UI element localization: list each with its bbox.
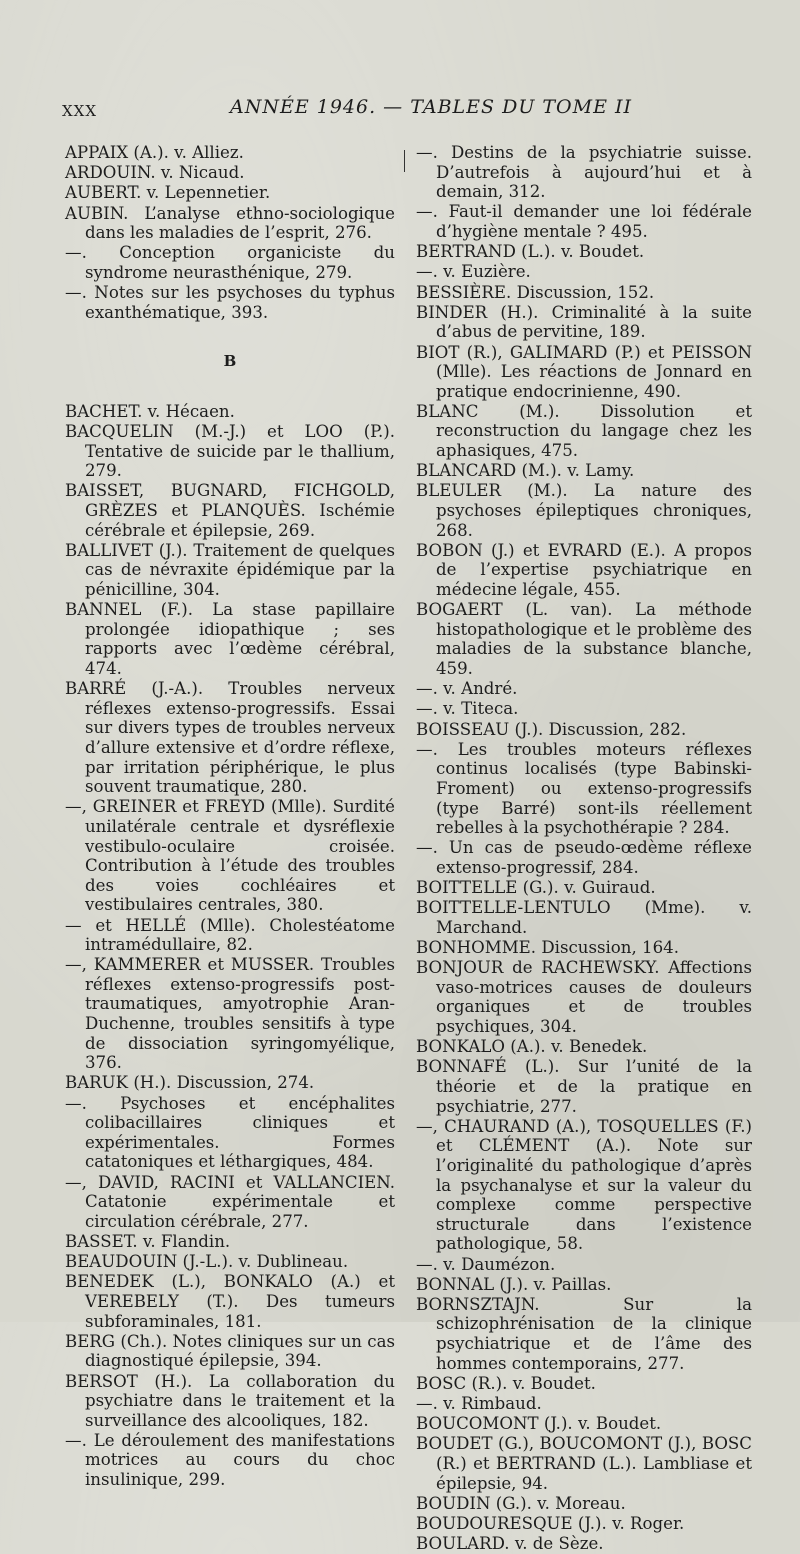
- index-entry: BONHOMME. Discussion, 164.: [416, 938, 679, 958]
- index-entry: BOITTELLE (G.). v. Guiraud.: [416, 878, 656, 898]
- index-entry: BOUDOURESQUE (J.). v. Roger.: [416, 1513, 685, 1533]
- index-entry: —. v. Euzière.: [416, 262, 531, 282]
- index-entry: ARDOUIN. v. Nicaud.: [65, 163, 245, 183]
- index-entry: BOULARD. v. de Sèze.: [416, 1534, 604, 1554]
- index-entry: —. Faut-il demander une loi fédérale d’hygiène mentale ? 495.: [416, 202, 752, 241]
- index-entry: BLANC (M.). Dissolution et reconstruction du langage chez les aphasiques, 475.: [416, 401, 752, 461]
- index-entry: BORNSZTAJN. Sur la schizophrénisation de la clinique psychiatrique et de l’âme des hommes contemporains, 277.: [416, 1294, 752, 1373]
- index-entry: BOSC (R.). v. Boudet.: [416, 1373, 596, 1393]
- index-entry: AUBERT. v. Lepennetier.: [65, 183, 271, 203]
- index-entry: —, DAVID, RACINI et VALLANCIEN. Catatonie expérimentale et circulation cérébrale, 277.: [65, 1172, 395, 1231]
- index-entry: —, CHAURAND (A.), TOSQUELLES (F.) et CLÉMENT (A.). Note sur l’originalité du pathologique d’après la psychanalyse et sur la valeur du complexe comme perspective structurale dans l’existence pathologique, 58.: [416, 1116, 752, 1254]
- index-entry: —. Destins de la psychiatrie suisse. D’autrefois à aujourd’hui et à demain, 312.: [416, 143, 752, 202]
- index-entry: —. v. Rimbaud.: [416, 1394, 542, 1414]
- index-entry: BARUK (H.). Discussion, 274.: [65, 1073, 315, 1093]
- index-entry: BOITTELLE-LENTULO (Mme). v. Marchand.: [416, 898, 752, 937]
- index-entry: —. v. Titeca.: [416, 699, 519, 719]
- index-entry: BARRÉ (J.-A.). Troubles nerveux réflexes extenso-progressifs. Essai sur divers types de troubles nerveux d’allure extensive et d’ordre réflexe, par irritation périphérique, le plus souvent traumatique, 280.: [65, 679, 395, 797]
- index-entry: AUBIN. L’analyse ethno-sociologique dans les maladies de l’esprit, 276.: [65, 203, 395, 243]
- index-entry: BACHET. v. Hécaen.: [65, 401, 235, 421]
- index-entry: BINDER (H.). Criminalité à la suite d’abus de pervitine, 189.: [416, 302, 752, 342]
- index-entry: BOUDET (G.), BOUCOMONT (J.), BOSC (R.) et BERTRAND (L.). Lambliase et épilepsie, 94.: [416, 1434, 752, 1493]
- index-entry: —. Conception organiciste du syndrome neurasthénique, 279.: [65, 243, 395, 282]
- index-entry: —. Notes sur les psychoses du typhus exanthématique, 393.: [65, 283, 395, 322]
- index-entry: BLEULER (M.). La nature des psychoses épileptiques chroniques, 268.: [416, 481, 752, 540]
- index-entry: BERSOT (H.). La collaboration du psychiatre dans le traitement et la surveillance des alcooliques, 182.: [65, 1371, 395, 1430]
- index-entry: APPAIX (A.). v. Alliez.: [65, 143, 244, 162]
- index-entry: BESSIÈRE. Discussion, 152.: [416, 282, 655, 302]
- index-entry: BLANCARD (M.). v. Lamy.: [416, 461, 635, 481]
- index-entry: BERG (Ch.). Notes cliniques sur un cas diagnostiqué épilepsie, 394.: [65, 1331, 395, 1371]
- index-entry: BONNAL (J.). v. Paillas.: [416, 1274, 612, 1294]
- page-header: [62, 96, 762, 132]
- index-entry: BANNEL (F.). La stase papillaire prolongée idiopathique ; ses rapports avec l’œdème cérébral, 474.: [65, 600, 395, 678]
- running-title: ANNÉE 1946. — TABLES DU TOME II: [230, 96, 632, 118]
- index-entry: BERTRAND (L.). v. Boudet.: [416, 242, 645, 262]
- index-entry: —. Les troubles moteurs réflexes continus localisés (type Babinski-Froment) ou extenso-progressifs (type Barré) sont-ils réellement rebelles à la psychothérapie ? 284.: [416, 739, 752, 838]
- section-letter: B: [223, 352, 237, 371]
- index-entry: BASSET. v. Flandin.: [65, 1231, 231, 1251]
- left-column: [65, 143, 395, 1490]
- index-entry: BAISSET, BUGNARD, FICHGOLD, GRÈZES et PLANQUÈS. Ischémie cérébrale et épilepsie, 269.: [65, 481, 395, 540]
- index-entry: BOUDIN (G.). v. Moreau.: [416, 1493, 626, 1513]
- index-entry: BIOT (R.), GALIMARD (P.) et PEISSON (Mlle). Les réactions de Jonnard en pratique endocrinienne, 490.: [416, 342, 752, 401]
- index-entry: —. Psychoses et encéphalites colibacillaires cliniques et expérimentales. Formes catatoniques et léthargiques, 484.: [65, 1093, 395, 1172]
- index-entry: BOISSEAU (J.). Discussion, 282.: [416, 719, 687, 739]
- index-entry: BALLIVET (J.). Traitement de quelques cas de névraxite épidémique par la pénicilline, 304.: [65, 540, 395, 600]
- page-number: XXX: [62, 102, 98, 120]
- index-entry: BONKALO (A.). v. Benedek.: [416, 1037, 648, 1057]
- index-entry: —. Le déroulement des manifestations motrices au cours du choc insulinique, 299.: [65, 1430, 395, 1490]
- index-entry: BEAUDOUIN (J.-L.). v. Dublineau.: [65, 1252, 349, 1272]
- index-entry: BOUCOMONT (J.). v. Boudet.: [416, 1414, 662, 1434]
- right-column: [416, 143, 752, 1554]
- index-entry: —, GREINER et FREYD (Mlle). Surdité unilatérale centrale et dysréflexie vestibulo-oculaire croisée. Contribution à l’étude des troubles des voies cochléaires et vestibulaires centrales, 380.: [65, 797, 395, 915]
- index-entry: —, KAMMERER et MUSSER. Troubles réflexes extenso-progressifs post-traumatiques, amyotrophie Aran-Duchenne, troubles sensitifs à type de dissociation syringomyélique, 376.: [65, 955, 395, 1073]
- index-entry: BONJOUR de RACHEWSKY. Affections vaso-motrices causes de douleurs organiques et de troubles psychiques, 304.: [416, 958, 752, 1036]
- index-entry: BOBON (J.) et EVRARD (E.). A propos de l’expertise psychiatrique en médecine légale, 455.: [416, 540, 752, 599]
- index-entry: BONNAFÉ (L.). Sur l’unité de la théorie et de la pratique en psychiatrie, 277.: [416, 1057, 752, 1116]
- index-entry: BENEDEK (L.), BONKALO (A.) et VEREBELY (T.). Des tumeurs subforaminales, 181.: [65, 1272, 395, 1331]
- index-entry: —. v. André.: [416, 679, 518, 699]
- index-entry: — et HELLÉ (Mlle). Cholestéatome intramédullaire, 82.: [65, 915, 395, 955]
- column-divider: [404, 150, 405, 172]
- index-entry: BACQUELIN (M.-J.) et LOO (P.). Tentative de suicide par le thallium, 279.: [65, 422, 395, 481]
- index-entry: —. v. Daumézon.: [416, 1254, 556, 1274]
- index-entry: —. Un cas de pseudo-œdème réflexe extenso-progressif, 284.: [416, 838, 752, 877]
- index-entry: BOGAERT (L. van). La méthode histopathologique et le problème des maladies de la substance blanche, 459.: [416, 600, 752, 678]
